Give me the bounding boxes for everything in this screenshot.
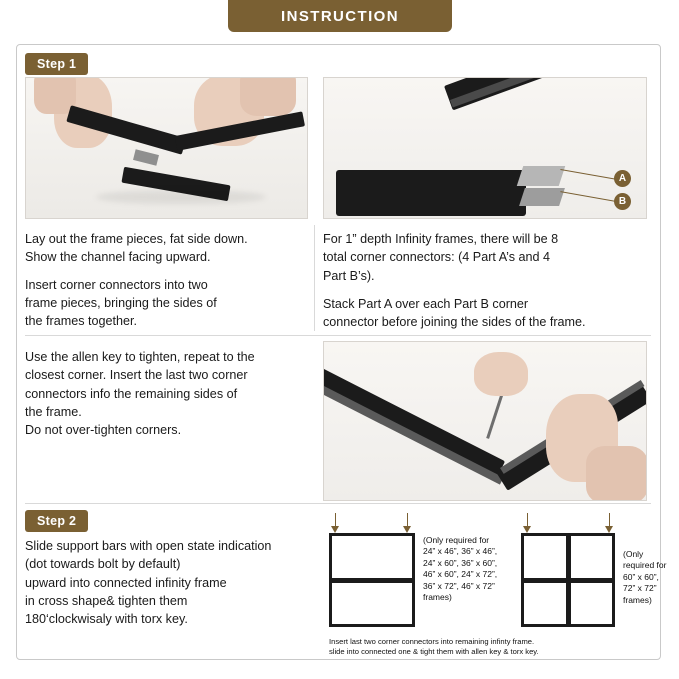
note-right-line-2: required for [623, 560, 667, 571]
section-divider-2 [25, 503, 651, 504]
step1b-text [25, 348, 321, 439]
step1-left-line-1: Lay out the frame pieces, fat side down. [25, 232, 248, 246]
spacer [323, 285, 648, 295]
step2-footer-note [329, 637, 649, 657]
step1-right-line-2: connector before joining the sides of the frame. [323, 315, 586, 329]
arrow-down-left-2 [403, 526, 411, 533]
step-2-badge: Step 2 [25, 510, 88, 532]
step1-right-line-1: Stack Part A over each Part B corner [323, 296, 529, 311]
note-left-line-2: 24” x 46”, 36” x 46”, [423, 546, 498, 557]
arrow-down-left-1 [331, 526, 339, 533]
note-right-line-1: (Only [623, 549, 644, 559]
arrow-stem-right-2 [609, 513, 610, 527]
step1-photo-left [25, 77, 308, 219]
note-left-line-6: frames) [423, 592, 452, 603]
step-1-badge: Step 1 [25, 53, 88, 75]
step2-line-3: upward into connected infinity frame [25, 575, 227, 590]
page-title: INSTRUCTION [281, 7, 399, 25]
step1-right-brown-line-2: total corner connectors: (4 Part A’s and 4 [323, 250, 551, 265]
note-left-line-4: 46” x 60”, 24” x 72”, [423, 569, 498, 580]
footer-line-2: slide into connected one & tight them with allen key & torx key. [329, 646, 539, 656]
step1b-warning: Do not over-tighten corners. [25, 423, 182, 437]
step2-line-1: Slide support bars with open state indication [25, 539, 272, 553]
step1b-line-3: connectors info the remaining sides of [25, 386, 238, 401]
corner-connector-part-a [517, 166, 565, 186]
arrow-down-right-2 [605, 526, 613, 533]
arrow-down-right-1 [523, 526, 531, 533]
step1-left-line-4: frame pieces, bringing the sides of [25, 295, 217, 310]
section-divider-1 [25, 335, 651, 336]
step2-note-right [623, 549, 679, 606]
footer-line-1: Insert last two corner connectors into remaining infinty frame. [329, 637, 535, 646]
arrow-stem-left-2 [407, 513, 408, 527]
support-bar-horizontal [332, 578, 412, 583]
step1-right-text [323, 230, 648, 331]
step2-diagram-area [323, 511, 667, 659]
step1b-photo [323, 341, 647, 501]
support-bar-vertical [566, 536, 571, 624]
step2-note-left [423, 535, 515, 604]
frame-rail-foreground [336, 170, 526, 216]
step1-left-line-2: Show the channel facing upward. [25, 250, 211, 265]
step1-right-brown-line-3: Part B’s). [323, 268, 375, 283]
callout-b: B [614, 193, 631, 210]
forearm-right [240, 77, 296, 116]
note-left-line-1: (Only required for [423, 535, 490, 545]
note-left-line-5: 36” x 72”, 46” x 72” [423, 580, 495, 591]
note-left-line-3: 24” x 60”, 36” x 60”, [423, 557, 498, 568]
step2-line-4: in cross shape& tighten them [25, 593, 188, 608]
photo-shadow [96, 190, 266, 204]
step1-left-line-3: Insert corner connectors into two [25, 277, 208, 292]
step1b-line-1: Use the allen key to tighten, repeat to the [25, 350, 255, 364]
note-right-line-3: 60” x 60”, [623, 571, 659, 582]
spacer [25, 267, 307, 276]
instruction-panel [16, 44, 667, 660]
step2-line-2: (dot towards bolt by default) [25, 557, 181, 572]
forearm-right [586, 446, 647, 501]
step1-right-brown-line-1: For 1” depth Infinity frames, there will be 8 [323, 232, 559, 246]
callout-a: A [614, 170, 631, 187]
step1-left-text [25, 230, 307, 330]
step1-left-line-5: the frames together. [25, 314, 138, 328]
frame-diagram-right [521, 533, 615, 627]
step1b-line-4: the frame. [25, 404, 82, 419]
corner-connector-part-b [519, 188, 565, 206]
column-divider [314, 225, 315, 331]
step1-photo-right [323, 77, 647, 219]
step1b-line-2: closest corner. Insert the last two corner [25, 368, 248, 383]
note-right-line-4: 72” x 72” [623, 583, 657, 594]
hand-left [474, 352, 528, 396]
arrow-stem-left-1 [335, 513, 336, 527]
step2-line-5: 180‘clockwisaly with torx key. [25, 612, 188, 626]
arrow-stem-right-1 [527, 513, 528, 527]
note-right-line-5: frames) [623, 594, 652, 605]
frame-diagram-left [329, 533, 415, 627]
instruction-header [228, 0, 452, 32]
step2-text [25, 537, 325, 628]
